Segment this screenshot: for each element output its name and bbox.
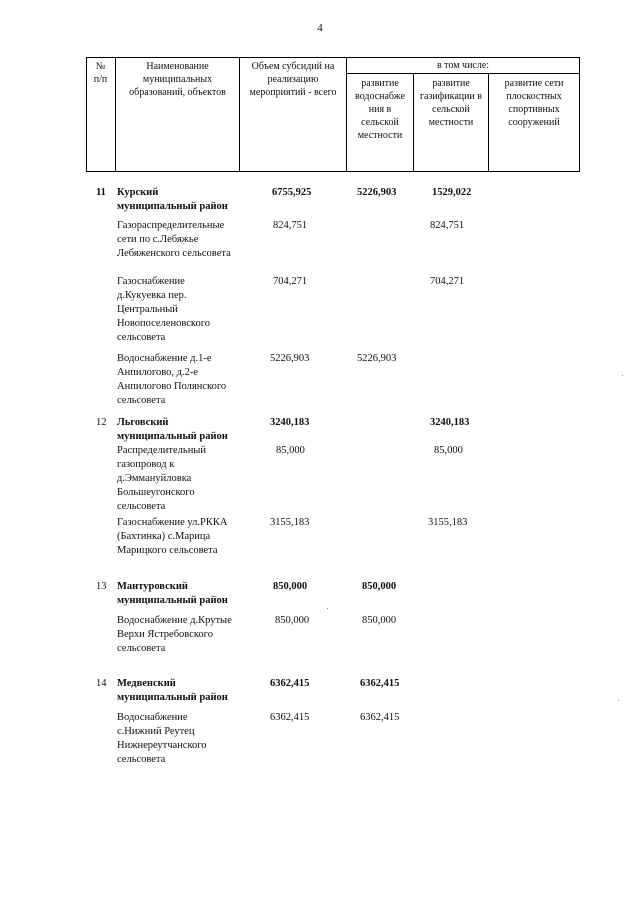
row-total: 6755,925: [272, 187, 312, 198]
table-header: [86, 57, 580, 172]
row-number: 14: [96, 678, 107, 689]
row-gas: 3240,183: [430, 417, 470, 428]
row-total: 824,751: [273, 220, 308, 231]
row-total: 5226,903: [270, 353, 310, 364]
header-col-name: Наименование муниципальных образований, объектов: [129, 61, 226, 98]
row-name: Газоснабжение ул.РККА (Бахтинка) с.Марица Марицкого сельсовета: [117, 517, 228, 556]
row-water: 850,000: [362, 615, 397, 626]
row-name: Курский муниципальный район: [117, 187, 228, 212]
page-number: 4: [317, 22, 323, 34]
row-name: Мантуровский муниципальный район: [117, 581, 228, 606]
header-col-including: в том числе:: [436, 60, 490, 71]
row-number: 11: [96, 187, 106, 198]
row-gas: 3155,183: [428, 517, 468, 528]
row-total: 85,000: [276, 445, 305, 456]
row-water: 6362,415: [360, 678, 400, 689]
row-total: 850,000: [273, 581, 308, 592]
row-name: Водоснабжение д.Крутые Верхи Ястребовского сельсовета: [117, 615, 232, 654]
scan-speck: [618, 700, 619, 701]
row-gas: 1529,022: [432, 187, 472, 198]
header-col-total: Объем субсидий на реализацию мероприятий - всего: [249, 61, 337, 98]
row-water: 5226,903: [357, 187, 397, 198]
row-name: Распределительный газопровод к д.Эммануйловка Большеугонского сельсовета: [117, 445, 206, 512]
row-total: 6362,415: [270, 712, 310, 723]
row-name: Водоснабжение д.1-е Анпилогово, д.2-е Анпилогово Полянского сельсовета: [117, 353, 227, 406]
row-total: 850,000: [275, 615, 310, 626]
row-water: 6362,415: [360, 712, 400, 723]
header-col-water: развитие водоснабже ния в сельской местности: [355, 78, 405, 141]
row-name: Льговский муниципальный район: [117, 417, 228, 442]
row-name: Медвенский муниципальный район: [117, 678, 228, 703]
row-total: 6362,415: [270, 678, 310, 689]
row-number: 12: [96, 417, 107, 428]
scan-speck: [622, 375, 623, 376]
row-name: Водоснабжение с.Нижний Реутец Нижнереутчанского сельсовета: [117, 712, 207, 765]
row-gas: 85,000: [434, 445, 463, 456]
header-col-sport: развитие сети плоскостных спортивных сооружений: [504, 78, 564, 128]
row-total: 3155,183: [270, 517, 310, 528]
row-total: 3240,183: [270, 417, 310, 428]
scan-speck: [327, 608, 328, 609]
row-total: 704,271: [273, 276, 308, 287]
row-gas: 824,751: [430, 220, 465, 231]
row-water: 5226,903: [357, 353, 397, 364]
row-number: 13: [96, 581, 107, 592]
header-col-gas: развитие газификации в сельской местности: [419, 78, 483, 128]
row-name: Газоснабжение д.Кукуевка пер. Центральный Новопоселеновского сельсовета: [117, 276, 210, 343]
row-water: 850,000: [362, 581, 397, 592]
header-col-number: № п/п: [93, 61, 108, 85]
row-name: Газораспределительные сети по с.Лебяжье Лебяженского сельсовета: [117, 220, 231, 259]
row-gas: 704,271: [430, 276, 465, 287]
